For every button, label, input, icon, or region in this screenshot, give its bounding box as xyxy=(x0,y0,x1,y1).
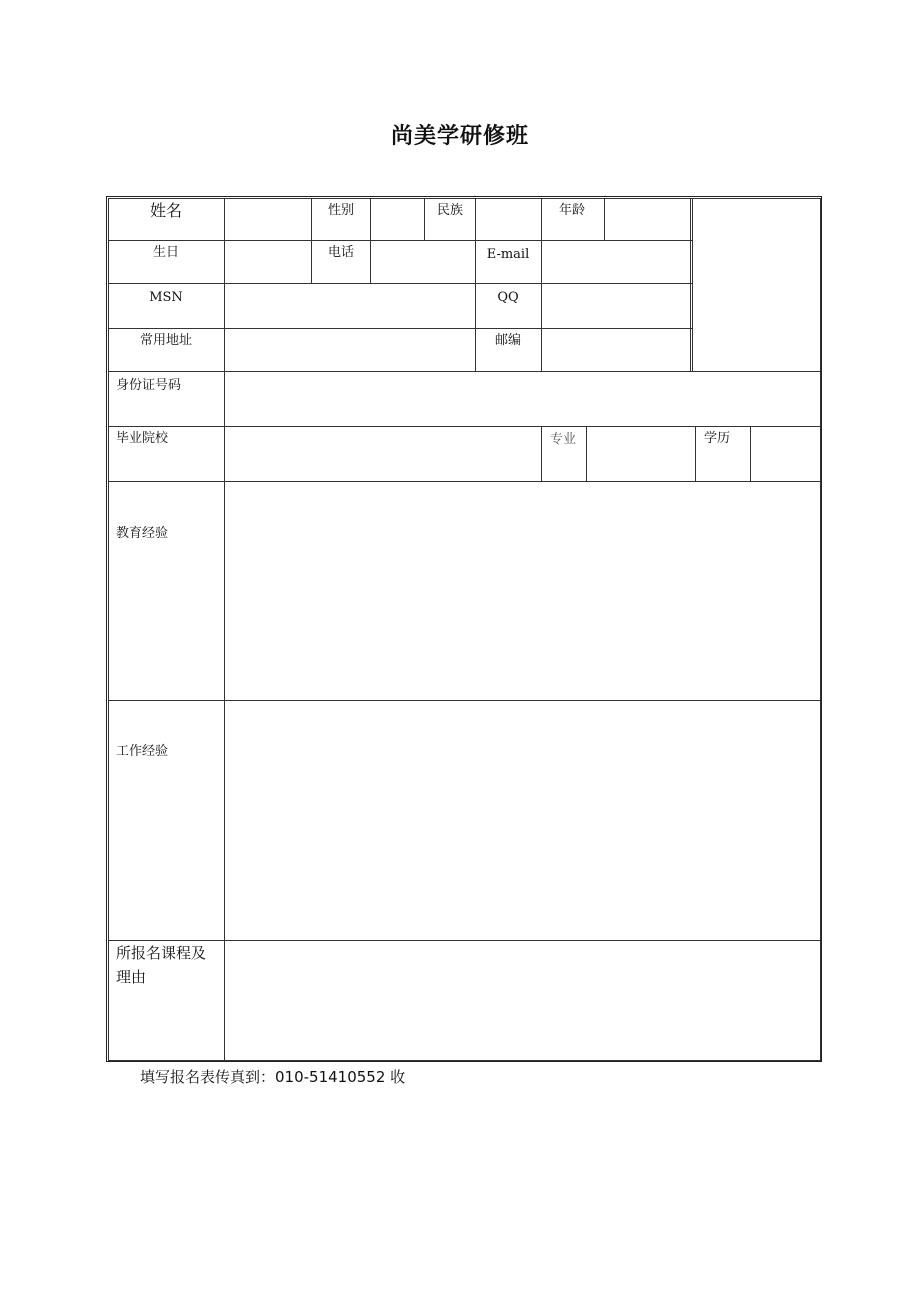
name-field[interactable] xyxy=(225,199,311,240)
phone-label: 电话 xyxy=(328,245,355,260)
course-reason-field[interactable] xyxy=(225,941,820,1060)
row-divider xyxy=(108,1060,821,1061)
qq-label: QQ xyxy=(497,290,519,305)
msn-label: MSN xyxy=(149,290,183,305)
education-experience-label: 教育经验 xyxy=(116,526,169,541)
major-field[interactable] xyxy=(587,427,695,481)
age-label: 年龄 xyxy=(559,203,586,218)
education-experience-field[interactable] xyxy=(225,482,820,700)
id-number-field[interactable] xyxy=(225,372,820,426)
ethnicity-label: 民族 xyxy=(437,203,464,218)
photo-box[interactable] xyxy=(693,199,820,371)
form-title: 尚美学研修班 xyxy=(390,123,529,149)
column-divider xyxy=(311,198,312,284)
school-label: 毕业院校 xyxy=(116,431,169,446)
ethnicity-field[interactable] xyxy=(476,199,541,240)
major-label: 专业 xyxy=(550,432,577,447)
column-divider xyxy=(108,198,109,1061)
name-label: 姓名 xyxy=(149,201,183,220)
work-experience-field[interactable] xyxy=(225,701,820,940)
msn-field[interactable] xyxy=(225,284,475,328)
birthday-label: 生日 xyxy=(152,245,180,260)
gender-label: 性别 xyxy=(328,203,355,218)
work-experience-label: 工作经验 xyxy=(116,744,169,759)
column-divider xyxy=(690,198,691,372)
phone-field[interactable] xyxy=(371,241,475,283)
age-field[interactable] xyxy=(605,199,690,240)
postcode-field[interactable] xyxy=(542,329,690,371)
id-number-label: 身份证号码 xyxy=(116,378,182,393)
email-field[interactable] xyxy=(542,241,690,283)
qq-field[interactable] xyxy=(542,284,690,328)
address-label: 常用地址 xyxy=(139,333,193,348)
degree-label: 学历 xyxy=(704,431,731,446)
address-field[interactable] xyxy=(225,329,475,371)
birthday-field[interactable] xyxy=(225,241,311,283)
column-divider xyxy=(695,426,696,482)
postcode-label: 邮编 xyxy=(494,333,522,348)
email-label: E-mail xyxy=(486,247,530,262)
column-divider xyxy=(820,198,821,1061)
fax-instruction: 填写报名表传真到：010-51410552 收 xyxy=(140,1068,406,1086)
school-field[interactable] xyxy=(225,427,541,481)
degree-field[interactable] xyxy=(751,427,820,481)
course-reason-label: 所报名课程及理由 xyxy=(116,944,207,986)
gender-field[interactable] xyxy=(371,199,424,240)
column-divider xyxy=(424,198,425,241)
column-divider xyxy=(541,426,542,482)
